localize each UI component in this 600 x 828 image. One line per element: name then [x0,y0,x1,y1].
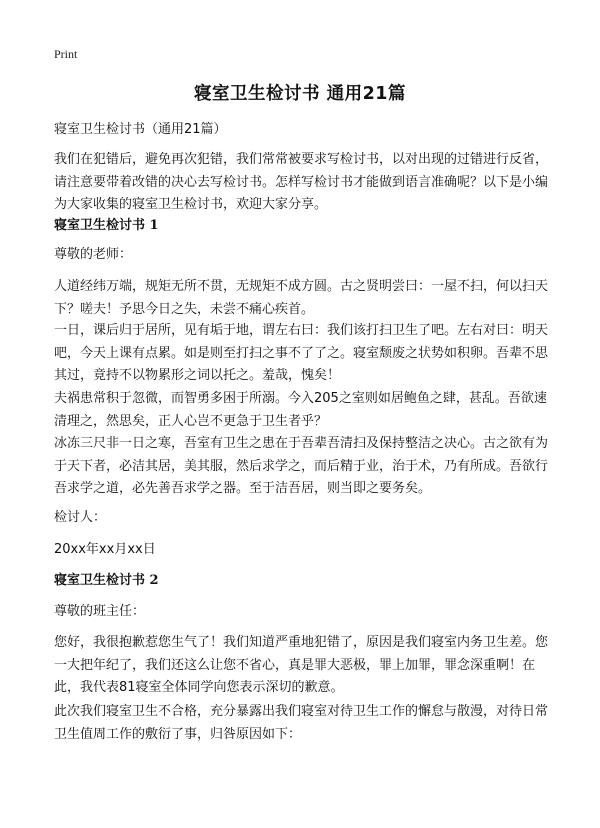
section1-paragraph-4: 冰冻三尺非一日之寒，吾室有卫生之患在于吾辈吾清扫及保持整洁之决心。古之欲有为于天下者，必洁其居，美其服，然后求学之，而后精于业，治于术，乃有所成。吾欲行吾求学之道，必先善吾求学之器。至于洁吾居，则当即之要务矣。 [54,436,549,496]
section-heading-2: 寝室卫生检讨书 2 [54,573,159,588]
greeting-head-teacher: 尊敬的班主任： [54,604,146,619]
signature-date: 20xx年xx月xx日 [54,542,156,557]
document-title: 寝室卫生检讨书 通用21篇 [194,84,406,104]
section2-paragraph-1: 您好，我很抱歉惹您生气了！我们知道严重地犯错了，原因是我们寝室内务卫生差。您一大把年纪了，我们还这么让您不省心，真是罪大恶极，罪上加罪，罪念深重啊！在此，我代表81寝室全体同学向您表示深切的歉意。 [54,635,549,695]
section1-paragraph-3: 夫祸患常积于忽微，而智勇多困于所溺。今入205之室则如居鲍鱼之肆，甚乱。吾欲速清理之，然思矣，正人心岂不更急于卫生者乎？ [54,391,547,429]
greeting-teacher: 尊敬的老师： [54,247,133,262]
section-heading-1: 寝室卫生检讨书 1 [54,218,159,233]
intro-paragraph: 我们在犯错后，避免再次犯错，我们常常被要求写检讨书，以对出现的过错进行反省，请注意要带着改错的决心去写检讨书。怎样写检讨书才能做到语言准确呢？以下是小编为大家收集的寝室卫生检讨书，欢迎大家分享。 [54,152,549,212]
section1-paragraph-1: 人道经纬万端，规矩无所不贯，无规矩不成方圆。古之贤明尝曰：一屋不扫，何以扫天下？嗟夫！予思今日之失，未尝不痛心疾首。 [54,279,549,317]
section1-paragraph-2: 一日，课后归于居所，见有垢于地，谓左右曰：我们该打扫卫生了吧。左右对曰：明天吧，今天上课有点累。如是则至打扫之事不了了之。寝室颓废之状势如积卵。吾辈不思其过，竟持不以物累形之词以托之。羞哉，愧矣！ [54,323,549,383]
document-subtitle: 寝室卫生检讨书（通用21篇） [54,122,227,137]
section2-paragraph-2: 此次我们寝室卫生不合格，充分暴露出我们寝室对待卫生工作的懈怠与散漫，对待日常卫生值周工作的敷衍了事，归咎原因如下： [54,704,549,742]
print-link[interactable]: Print [54,47,78,61]
signer-label: 检讨人： [54,510,107,525]
